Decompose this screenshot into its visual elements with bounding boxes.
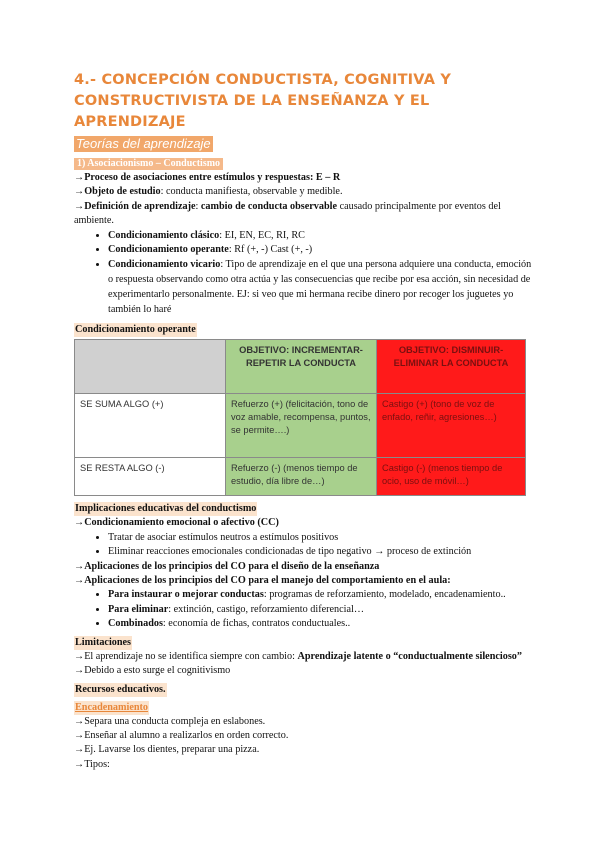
enc-line: →Enseñar al alumno a realizarlos en orden correcto.: [74, 729, 289, 741]
subtitle: Teorías del aprendizaje: [76, 136, 211, 151]
document-page: [74, 70, 534, 772]
table-header-decrease: OBJETIVO: DISMINUIR-ELIMINAR LA CONDUCTA: [377, 340, 526, 394]
bullet-list-1: [74, 229, 534, 318]
paragraph-apl1: →Aplicaciones de los principios del CO para el diseño de la enseñanza: [74, 560, 380, 572]
enc-line: →Tipos:: [74, 758, 110, 770]
table-corner: [75, 340, 226, 394]
list-item: • Para eliminar: extinción, castigo, reforzamiento diferencial…: [108, 603, 534, 617]
operant-table: [74, 339, 526, 496]
paragraph-lim2: →Debido a esto surge el cognitivismo: [74, 665, 231, 677]
paragraph-lim1: →El aprendizaje no se identifica siempre con cambio: Aprendizaje latente o “conductualmente silencioso”: [74, 650, 522, 662]
cell-positive-reinforcement: Refuerzo (+) (felicitación, tono de voz amable, recompensa, puntos, se permite….): [226, 394, 377, 458]
enc-line: →Separa una conducta compleja en eslabones.: [74, 715, 266, 727]
paragraph-1: →Proceso de asociaciones entre estímulos y respuestas: E – R: [74, 172, 341, 183]
list-item: • Tratar de asociar estímulos neutros a estímulos positivos: [108, 531, 534, 545]
section-heading: 1) Asociacionismo – Conductismo: [74, 158, 223, 170]
row-label-add: SE SUMA ALGO (+): [75, 394, 226, 458]
paragraph-3: →Definición de aprendizaje: cambio de conducta observable causado principalmente por eventos del ambiente.: [74, 200, 501, 227]
cell-negative-punishment: Castigo (-) (menos tiempo de ocio, uso de móvil…): [377, 458, 526, 496]
table-header-increase: OBJETIVO: INCREMENTAR-REPETIR LA CONDUCTA: [226, 340, 377, 394]
list-item: • Combinados: economía de fichas, contratos conductuales..: [108, 617, 534, 631]
paragraph-apl2: →Aplicaciones de los principios del CO para el manejo del comportamiento en el aula:: [74, 575, 451, 587]
page-title: [74, 70, 534, 133]
heading-cond-operante: Condicionamiento operante: [75, 324, 196, 336]
cell-positive-punishment: Castigo (+) (tono de voz de enfado, reñir, agresiones…): [377, 394, 526, 458]
title-line-1: 4.- CONCEPCIÓN CONDUCTISTA, COGNITIVA Y: [74, 72, 452, 88]
cell-negative-reinforcement: Refuerzo (-) (menos tiempo de estudio, día libre de…): [226, 458, 377, 496]
bullet-list-3: [74, 588, 534, 631]
paragraph-2: →Objeto de estudio: conducta manifiesta, observable y medible.: [74, 186, 343, 198]
heading-encadenamiento: Encadenamiento: [75, 701, 149, 713]
row-label-subtract: SE RESTA ALGO (-): [75, 458, 226, 496]
heading-recursos: Recursos educativos.: [75, 683, 166, 695]
enc-line: →Ej. Lavarse los dientes, preparar una pizza.: [74, 744, 260, 756]
heading-implicaciones: Implicaciones educativas del conductismo: [75, 503, 257, 515]
list-item: • Condicionamiento clásico: EI, EN, EC, RI, RC: [108, 229, 534, 243]
bullet-list-2: [74, 531, 534, 560]
heading-limitaciones: Limitaciones: [75, 636, 132, 648]
list-item: • Para instaurar o mejorar conductas: programas de reforzamiento, modelado, encadenamiento..: [108, 588, 534, 602]
list-item: • Condicionamiento vicario: Tipo de aprendizaje en el que una persona adquiere una conducta, emoción o respuesta observando como otra actúa y las consecuencias que recibe por esa acción, sin necesidad de experimentarlo personalmente. EJ: si veo que mi hermana recibe dinero por recoger los juguetes yo también lo haré: [108, 257, 534, 317]
list-item: • Condicionamiento operante: Rf (+, -) Cast (+, -): [108, 243, 534, 257]
title-line-2: CONSTRUCTIVISTA DE LA ENSEÑANZA Y EL APRENDIZAJE: [74, 93, 430, 130]
paragraph-cc: →Condicionamiento emocional o afectivo (CC): [74, 517, 279, 529]
list-item: • Eliminar reacciones emocionales condicionadas de tipo negativo → proceso de extinción: [108, 545, 534, 559]
